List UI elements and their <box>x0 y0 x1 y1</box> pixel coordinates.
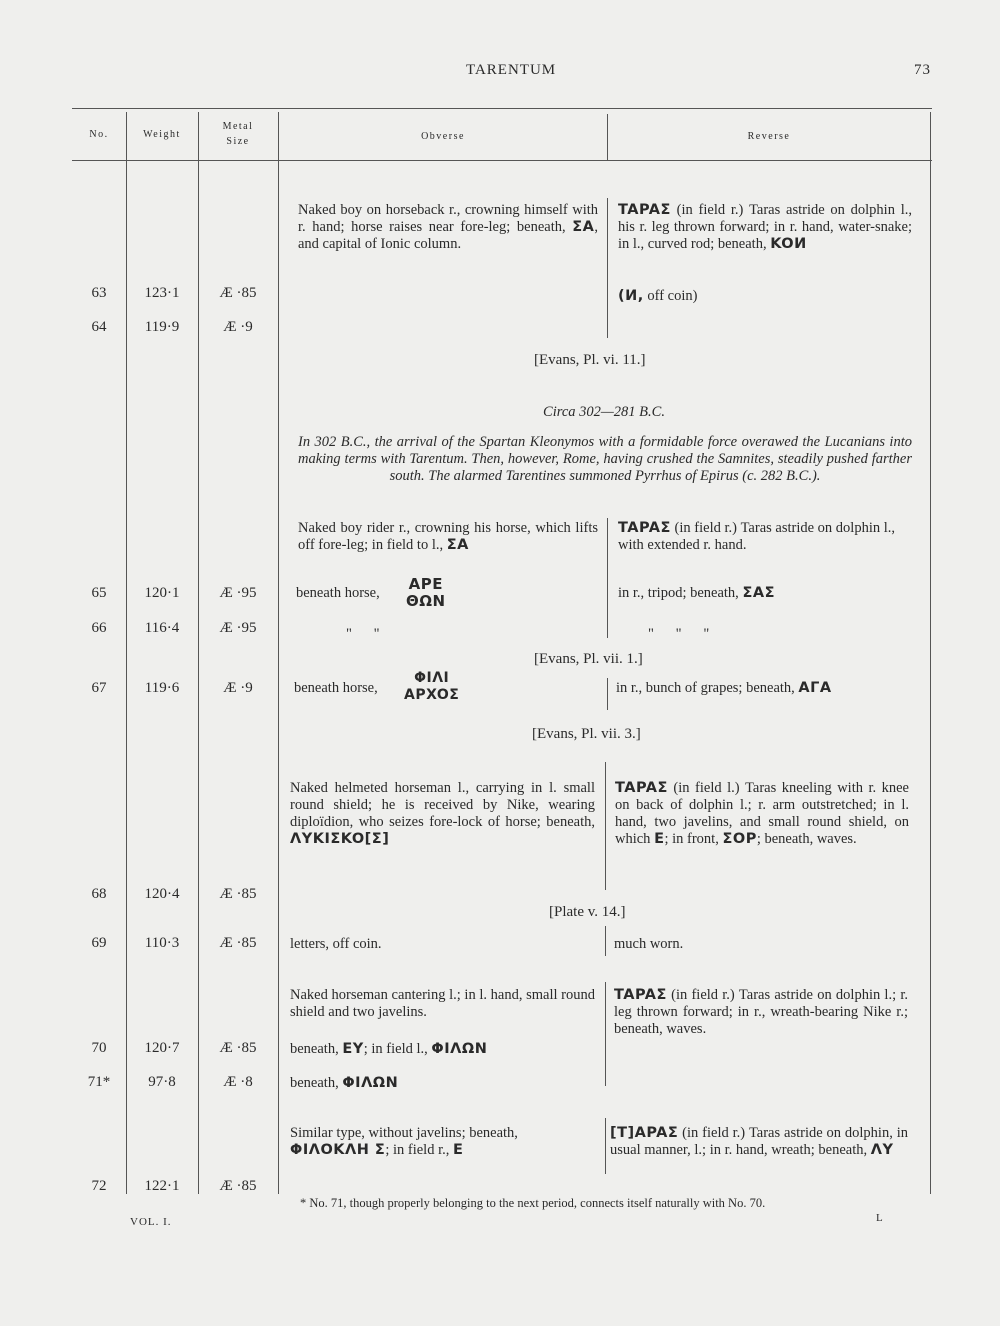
coin-metal-size: Æ ·9 <box>223 680 253 696</box>
volume-mark: VOL. I. <box>130 1216 172 1228</box>
coin-number: 67 <box>91 680 107 696</box>
coin-weight: 123·1 <box>144 285 180 301</box>
coin-weight: 120·1 <box>144 585 180 601</box>
obverse-reverse-divider <box>607 518 608 638</box>
obverse-description: Naked helmeted horseman l., carrying in l. small round shield; he is received by Nike, wearing diploïdion, who seizes fore-lock of horse; beneath, ΛYKIΣKO[Σ] <box>290 780 595 847</box>
reverse-description: [T]APAΣ (in field r.) Taras astride on dolphin, in usual manner, l.; in r. hand, wreath; beneath, ΛY <box>610 1125 908 1158</box>
reverse-detail: much worn. <box>614 936 684 952</box>
reverse-detail: in r., tripod; beneath, ΣAΣ <box>618 585 775 601</box>
obverse-detail: beneath horse, <box>296 585 380 601</box>
running-head: TARENTUM <box>466 62 557 78</box>
col-header-no: No. <box>89 129 109 140</box>
plate-reference: [Plate v. 14.] <box>549 904 626 920</box>
obverse-reverse-divider <box>605 762 606 890</box>
obverse-detail: beneath, ΦIΛΩN <box>290 1075 399 1091</box>
coin-metal-size: Æ ·85 <box>219 935 257 951</box>
column-divider <box>278 112 279 1194</box>
table-right-rule <box>930 112 931 1194</box>
col-header-metal: Metal <box>222 121 254 132</box>
coin-number: 65 <box>91 585 107 601</box>
obverse-reverse-divider <box>607 198 608 338</box>
coin-number: 70 <box>91 1040 107 1056</box>
period-paragraph: In 302 B.C., the arrival of the Spartan Kleonymos with a formidable force overawed the Lucanians into making terms with Tarentum. Then, however, Rome, having crushed the Samnites, steadily pushed farther south. The alarmed Tarentines summoned Pyrrhus of Epirus (c. 282 B.C.). <box>298 434 912 484</box>
obverse-legend: APE ΘΩN <box>406 575 446 610</box>
coin-weight: 120·4 <box>144 886 180 902</box>
coin-number: 66 <box>91 620 107 636</box>
column-divider <box>198 112 199 1194</box>
coin-metal-size: Æ ·85 <box>219 1178 257 1194</box>
coin-number: 68 <box>91 886 107 902</box>
obverse-reverse-divider <box>605 1118 606 1174</box>
obverse-detail: letters, off coin. <box>290 936 382 952</box>
coin-weight: 119·6 <box>144 680 180 696</box>
plate-reference: [Evans, Pl. vii. 1.] <box>534 651 643 667</box>
table-top-rule <box>72 108 932 109</box>
coin-weight: 110·3 <box>144 935 180 951</box>
coin-weight: 119·9 <box>144 319 180 335</box>
ditto-marks: " " " <box>648 626 710 642</box>
plate-reference: [Evans, Pl. vii. 3.] <box>532 726 641 742</box>
obverse-detail: beneath horse, <box>294 680 378 696</box>
page-number: 73 <box>914 62 931 78</box>
coin-metal-size: Æ ·8 <box>223 1074 253 1090</box>
coin-metal-size: Æ ·95 <box>219 620 257 636</box>
coin-number: 72 <box>91 1178 107 1194</box>
obverse-description: Naked horseman cantering l.; in l. hand, small round shield and two javelins. <box>290 987 595 1020</box>
obverse-detail: beneath, EY; in field l., ΦIΛΩN <box>290 1041 488 1057</box>
reverse-description: TAPAΣ (in field l.) Taras kneeling with r. knee on back of dolphin l.; r. arm outstretched; in l. hand, two javelins, and small round shield, on which E; in front, ΣOP; beneath, waves. <box>615 780 909 847</box>
footnote: * No. 71, though properly belonging to the next period, connects itself naturally with No. 70. <box>300 1196 766 1210</box>
coin-number: 63 <box>91 285 107 301</box>
coin-weight: 120·7 <box>144 1040 180 1056</box>
reverse-note: (И, off coin) <box>618 288 698 304</box>
col-header-reverse: Reverse <box>747 131 791 142</box>
obverse-description: Similar type, without javelins; beneath, ΦIΛOKΛH Σ; in field r., E <box>290 1125 518 1158</box>
period-date: Circa 302—281 B.C. <box>543 404 665 420</box>
coin-weight: 122·1 <box>144 1178 180 1194</box>
coin-weight: 116·4 <box>144 620 180 636</box>
ditto-marks: " " <box>346 626 380 642</box>
coin-number: 71* <box>87 1074 111 1090</box>
reverse-description: TAPAΣ (in field r.) Taras astride on dolphin l.; r. leg thrown forward; in r., wreath-bearing Nike r.; beneath, waves. <box>614 987 908 1037</box>
header-bottom-rule <box>72 160 932 161</box>
signature-mark: L <box>876 1212 883 1224</box>
reverse-description: TAPAΣ (in field r.) Taras astride on dolphin l., with extended r. hand. <box>618 520 896 553</box>
coin-metal-size: Æ ·85 <box>219 285 257 301</box>
coin-weight: 97·8 <box>148 1074 176 1090</box>
obverse-legend: ΦIΛI APXOΣ <box>404 670 460 703</box>
obverse-reverse-divider <box>607 678 608 710</box>
coin-metal-size: Æ ·95 <box>219 585 257 601</box>
reverse-description: TAPAΣ (in field r.) Taras astride on dolphin l., his r. leg thrown forward; in r. hand, water-snake; in l., curved rod; beneath, KOИ <box>618 202 912 252</box>
coin-metal-size: Æ ·85 <box>219 1040 257 1056</box>
coin-number: 64 <box>91 319 107 335</box>
obverse-reverse-divider <box>605 926 606 956</box>
obverse-reverse-divider <box>605 982 606 1086</box>
plate-reference: [Evans, Pl. vi. 11.] <box>534 352 646 368</box>
col-header-size: Size <box>226 136 250 147</box>
coin-metal-size: Æ ·9 <box>223 319 253 335</box>
coin-metal-size: Æ ·85 <box>219 886 257 902</box>
obverse-description: Naked boy on horseback r., crowning himself with r. hand; horse raises near fore-leg; beneath, ΣA, and capital of Ionic column. <box>298 202 598 252</box>
col-header-weight: Weight <box>143 129 181 140</box>
column-divider <box>126 112 127 1194</box>
reverse-detail: in r., bunch of grapes; beneath, AΓA <box>616 680 832 696</box>
obverse-description: Naked boy rider r., crowning his horse, which lifts off fore-leg; in field to l., ΣA <box>298 520 598 553</box>
coin-number: 69 <box>91 935 107 951</box>
col-header-obverse: Obverse <box>421 131 465 142</box>
